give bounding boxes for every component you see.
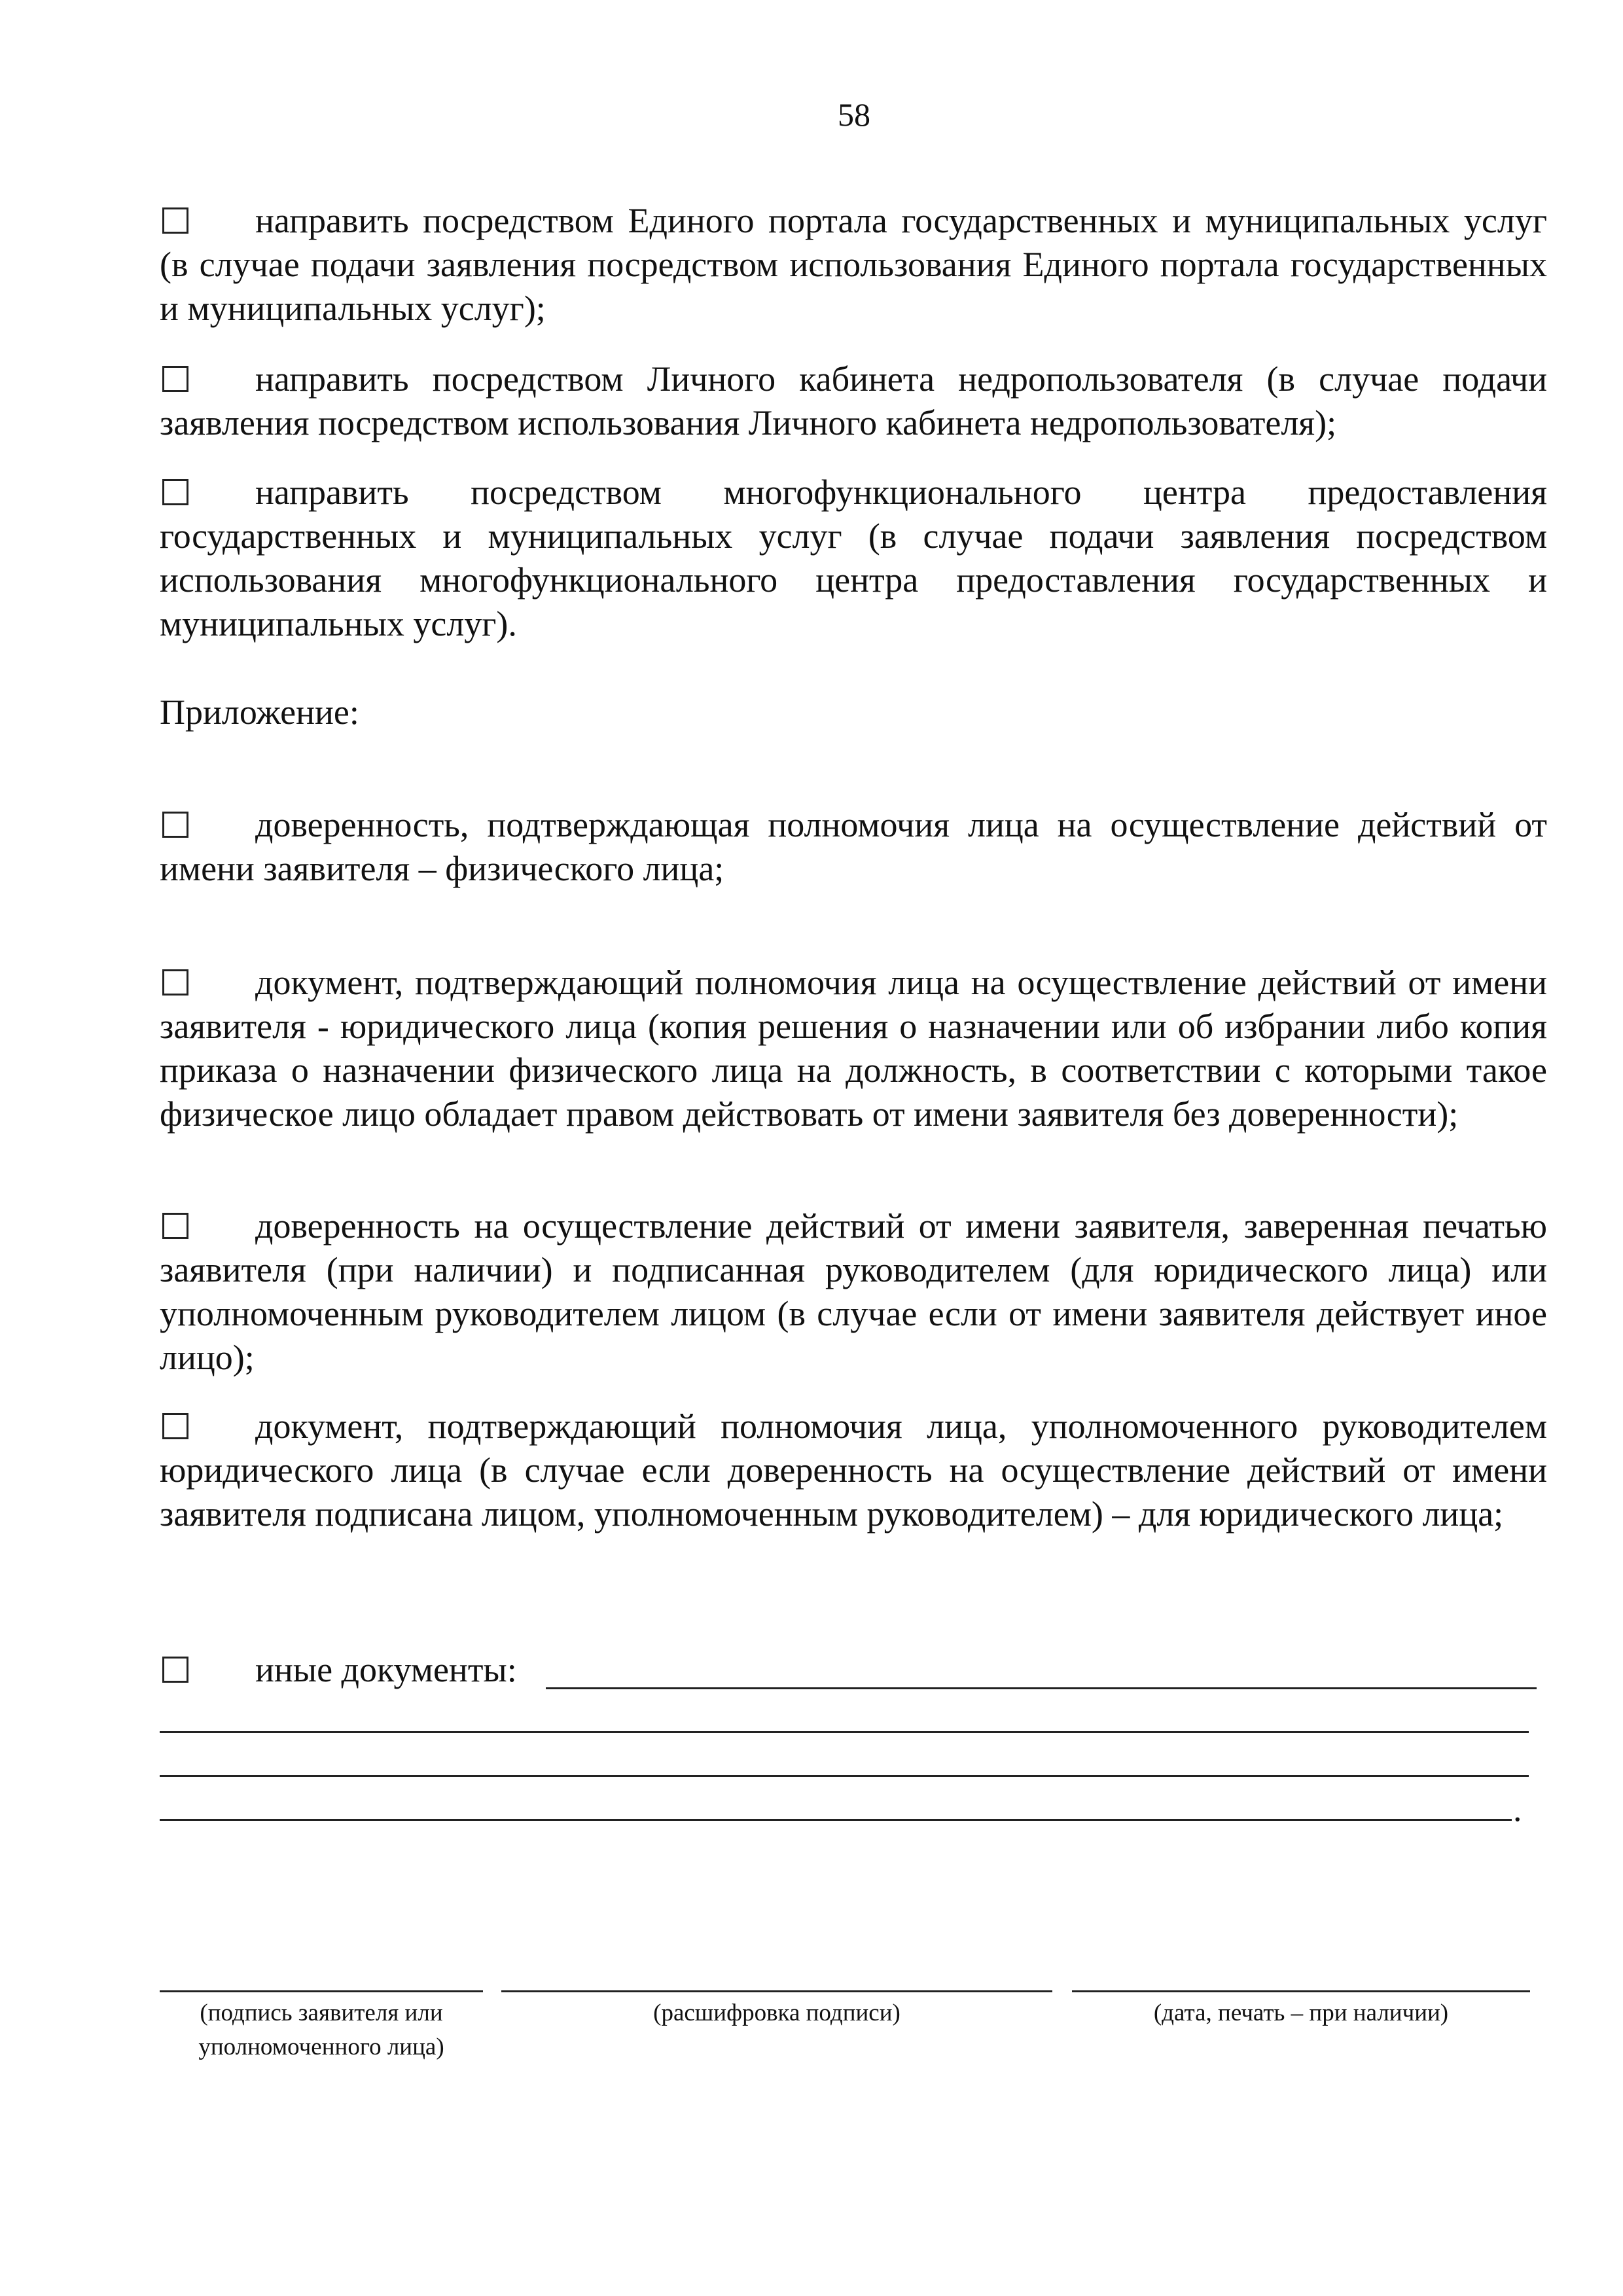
attachment-item-individual-poa-text: доверенность, подтверждающая полномочия лица на осуществление действий от имени заявителя – физического лица; [160,805,1547,888]
delivery-option-portal-text: направить посредством Единого портала государственных и муниципальных услуг (в случае подачи заявления посредством использования Единого портала государственных и муниципальных услуг); [160,201,1547,328]
checkbox-legal-entity-authority[interactable] [162,969,188,996]
checkbox-individual-poa[interactable] [162,812,188,838]
checkbox-subsoil-cabinet[interactable] [162,366,188,392]
date-caption: (дата, печать – при наличии) [1153,2000,1449,2026]
other-documents-field-line-3[interactable] [160,1775,1529,1777]
checkbox-portal[interactable] [162,207,188,234]
attachment-item-authorized-person-text: документ, подтверждающий полномочия лица, уполномоченного руководителем юридического лица (в случае если доверенность на осуществление действий от имени заявителя подписана лицом, уполномоченным руководителем) – для юридического лица; [160,1407,1547,1534]
attachment-item-sealed-poa-text: доверенность на осуществление действий от имени заявителя, заверенная печатью заявителя (при наличии) и подписанная руководителем (для юридического лица) или уполномоченным руководителем лицом (в случае если от имени заявителя действует иное лицо); [160,1206,1547,1377]
attachment-item-individual-poa [160,803,1547,891]
other-documents-label: иные документы: [255,1650,517,1689]
delivery-option-mfc [160,471,1547,646]
other-documents-end-mark: . [1513,1789,1522,1829]
attachment-item-legal-entity-authority [160,961,1547,1136]
other-documents-field-line-4[interactable] [160,1819,1512,1821]
other-documents-row [160,1648,517,1692]
signature-caption-line-2: уполномоченного лица) [198,2034,444,2060]
page-number: 58 [838,96,870,133]
checkbox-other-documents[interactable] [162,1657,188,1683]
attachments-heading: Приложение: [160,692,359,732]
other-documents-field-line-2[interactable] [160,1731,1529,1733]
signature-line[interactable] [160,1990,483,1992]
checkbox-sealed-poa[interactable] [162,1213,188,1239]
other-documents-field-line-1[interactable] [546,1687,1537,1689]
attachment-item-legal-entity-authority-text: документ, подтверждающий полномочия лица на осуществление действий от имени заявителя - юридического лица (копия решения о назначении или об избрании либо копия приказа о назначении физического лица на должность, в соответствии с которыми такое физическое лицо обладает правом действовать от имени заявителя без доверенности); [160,963,1547,1134]
transcript-caption: (расшифровка подписи) [653,2000,901,2026]
date-line[interactable] [1072,1990,1530,1992]
transcript-line[interactable] [501,1990,1052,1992]
checkbox-mfc[interactable] [162,479,188,505]
signature-caption-line-1: (подпись заявителя или [200,2000,443,2026]
delivery-option-subsoil-cabinet-text: направить посредством Личного кабинета недропользователя (в случае подачи заявления посредством использования Личного кабинета недропользователя); [160,359,1547,442]
attachment-item-authorized-person [160,1405,1547,1536]
checkbox-authorized-person[interactable] [162,1413,188,1439]
delivery-option-mfc-text: направить посредством многофункционального центра предоставления государственных и муниципальных услуг (в случае подачи заявления посредством использования многофункционального центра предоставления государственных и муниципальных услуг). [160,473,1547,643]
attachment-item-sealed-poa [160,1204,1547,1380]
delivery-option-subsoil-cabinet [160,357,1547,445]
delivery-option-portal [160,199,1547,331]
signature-caption [160,1996,483,2064]
